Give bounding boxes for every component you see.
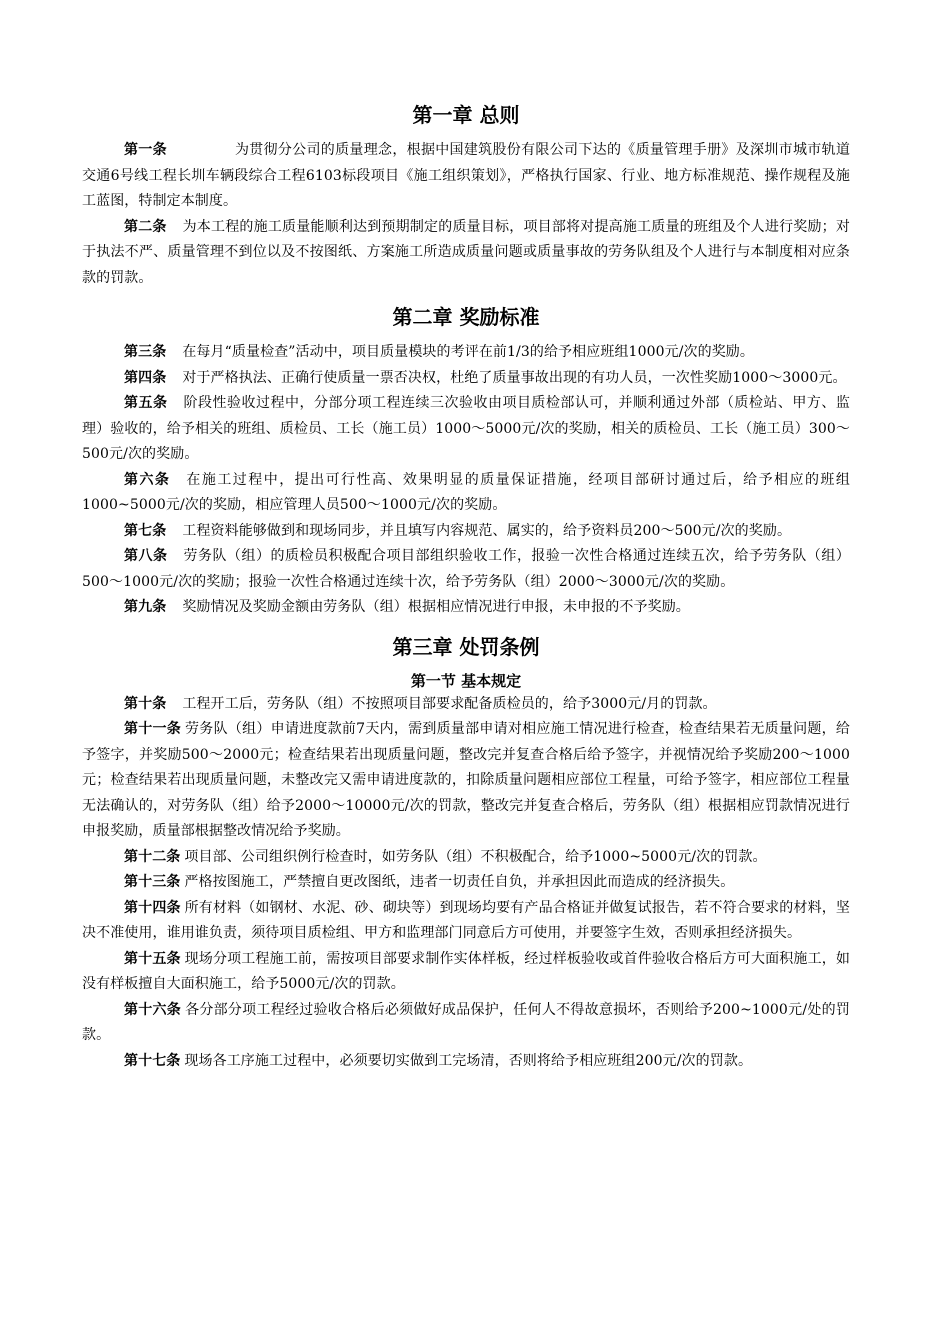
document-page [82, 100, 850, 1074]
article-3 [82, 340, 850, 366]
article-8-label: 第八条 [124, 548, 168, 564]
article-4-text: 对于严格执法、正确行使质量一票否决权，杜绝了质量事故出现的有功人员，一次性奖励1000～3000元。 [182, 369, 847, 386]
article-8-text: 劳务队（组）的质检员积极配合项目部组织验收工作，报验一次性合格通过连续五次，给予劳务队（组）500～1000元/次的奖励；报验一次性合格通过连续十次，给予劳务队（组）2000～3000元/次的奖励。 [82, 548, 850, 590]
article-10-label: 第十条 [124, 695, 167, 712]
article-14-label: 第十四条 [124, 899, 181, 916]
section-1-title: 第一节 基本规定 [410, 671, 522, 690]
article-14-text: 所有材料（如钢材、水泥、砂、砌块等）到现场均要有产品合格证并做复试报告，若不符合要求的材料，坚决不准使用，谁用谁负责，须待项目质检组、甲方和监理部门同意后方可使用，并要签字生效，否则承担经济损失。 [82, 899, 850, 941]
article-2-text: 为本工程的施工质量能顺利达到预期制定的质量目标，项目部将对提高施工质量的班组及个人进行奖励；对于执法不严、质量管理不到位以及不按图纸、方案施工所造成质量问题或质量事故的劳务队组及个人进行与本制度相对应条款的罚款。 [82, 218, 850, 286]
article-17-text: 现场各工序施工过程中，必须要切实做到工完场清，否则将给予相应班组200元/次的罚款。 [184, 1052, 753, 1069]
article-13-label: 第十三条 [124, 874, 181, 890]
article-9 [82, 595, 850, 621]
article-7-text: 工程资料能够做到和现场同步，并且填写内容规范、属实的，给予资料员200～500元/次的奖励。 [182, 522, 792, 539]
article-9-label: 第九条 [124, 599, 167, 615]
chapter-3-title: 第三章 处罚条例 [392, 634, 540, 659]
article-5 [82, 391, 850, 468]
article-8 [82, 544, 850, 595]
article-6 [82, 468, 850, 519]
article-1-label: 第一条 [124, 142, 167, 158]
article-11 [82, 717, 850, 845]
article-15-label: 第十五条 [124, 950, 181, 967]
article-17-label: 第十七条 [124, 1052, 181, 1069]
article-9-text: 奖励情况及奖励金额由劳务队（组）根据相应情况进行申报，未申报的不予奖励。 [182, 599, 690, 615]
article-2-label: 第二条 [124, 218, 167, 235]
article-13 [82, 870, 850, 896]
article-16 [82, 998, 850, 1049]
article-10 [82, 692, 850, 718]
article-3-text: 在每月“质量检查”活动中，项目质量模块的考评在前1/3的给予相应班组1000元/次的奖励。 [182, 344, 755, 360]
article-16-text: 各分部分项工程经过验收合格后必须做好成品保护，任何人不得故意损坏，否则给予200~1000元/处的罚款。 [82, 1001, 850, 1043]
article-1-text: 为贯彻分公司的质量理念，根据中国建筑股份有限公司下达的《质量管理手册》及深圳市城市轨道交通6号线工程长圳车辆段综合工程6103标段项目《施工组织策划》，严格执行国家、行业、地方标准规范、操作规程及施工蓝图，特制定本制度。 [82, 142, 850, 209]
article-15-text: 现场分项工程施工前，需按项目部要求制作实体样板，经过样板验收或首件验收合格后方可大面积施工，如没有样板擅自大面积施工，给予5000元/次的罚款。 [82, 950, 850, 992]
article-3-label: 第三条 [124, 344, 167, 360]
article-4-label: 第四条 [124, 369, 167, 386]
chapter-2-title: 第二章 奖励标准 [392, 305, 540, 329]
article-5-label: 第五条 [124, 395, 168, 411]
article-5-text: 阶段性验收过程中，分部分项工程连续三次验收由项目质检部认可，并顺利通过外部（质检站、甲方、监理）验收的，给予相关的班组、质检员、工长（施工员）1000～5000元/次的奖励，相关的质检员、工长（施工员）300～500元/次的奖励。 [82, 395, 850, 462]
article-13-text: 严格按图施工，严禁擅自更改图纸，违者一切责任自负，并承担因此而造成的经济损失。 [184, 874, 735, 890]
article-11-label: 第十一条 [124, 721, 182, 737]
article-7-label: 第七条 [124, 522, 167, 539]
article-17 [82, 1049, 850, 1075]
article-6-text: 在施工过程中，提出可行性高、效果明显的质量保证措施，经项目部研讨通过后，给予相应的班组1000~5000元/次的奖励，相应管理人员500～1000元/次的奖励。 [82, 471, 850, 513]
article-15 [82, 947, 850, 998]
article-2 [82, 215, 850, 292]
article-4 [82, 366, 850, 392]
article-1 [82, 138, 850, 215]
article-12 [82, 845, 850, 871]
article-12-text: 项目部、公司组织例行检查时，如劳务队（组）不积极配合，给予1000~5000元/次的罚款。 [184, 848, 767, 865]
article-11-text: 劳务队（组）申请进度款前7天内，需到质量部申请对相应施工情况进行检查，检查结果若无质量问题，给予签字，并奖励500～2000元；检查结果若出现质量问题，整改完并复查合格后给予签字，并视情况给予奖励200～1000元；检查结果若出现质量问题，未整改完又需申请进度款的，扣除质量问题相应部位工程量，可给予签字，相应部位工程量无法确认的，对劳务队（组）给予2000～10000元/次的罚款，整改完并复查合格后，劳务队（组）根据相应罚款情况进行申报奖励，质量部根据整改情况给予奖励。 [82, 721, 850, 839]
article-7 [82, 519, 850, 545]
article-14 [82, 896, 850, 947]
article-10-text: 工程开工后，劳务队（组）不按照项目部要求配备质检员的，给予3000元/月的罚款。 [182, 695, 717, 712]
article-6-label: 第六条 [124, 471, 171, 488]
article-16-label: 第十六条 [124, 1001, 182, 1018]
article-12-label: 第十二条 [124, 848, 181, 865]
chapter-1-title: 第一章 总则 [412, 103, 520, 127]
